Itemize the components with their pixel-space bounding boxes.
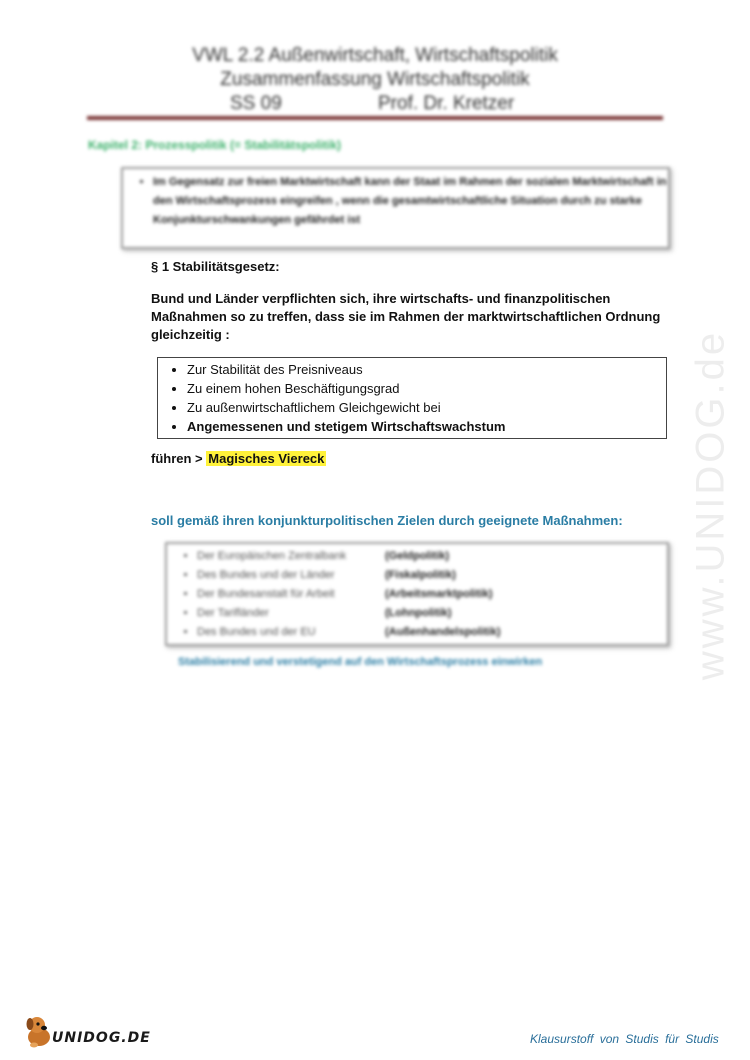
intro-box bbox=[121, 167, 670, 249]
measure-item bbox=[197, 585, 667, 604]
result-line bbox=[151, 451, 326, 466]
measure-policy: (Lohnpolitik) bbox=[385, 607, 452, 619]
result-prefix: führen > bbox=[151, 451, 203, 466]
law-text: Bund und Länder verpflichten sich, ihre wirtschafts- und finanzpolitischen Maßnahmen so zu treffen, dass sie im Rahmen der marktwirtschaftlichen Ordnung gleichzeitig : bbox=[151, 291, 661, 342]
intro-text: • Im Gegensatz zur freien Marktwirtschaft kann der Staat im Rahmen der sozialen Marktwirtschaft in den Wirtschaftsprozess eingreifen , wenn die gesamtwirtschaftliche Situation durch zu starke Konjunkturschwankungen gefährdet ist bbox=[153, 173, 668, 230]
dog-icon bbox=[22, 1013, 56, 1049]
measures-outro: Stabilisierend und verstetigend auf den Wirtschaftsprozess einwirken bbox=[178, 656, 543, 668]
measure-policy: (Geldpolitik) bbox=[385, 550, 450, 562]
header-line3 bbox=[90, 92, 660, 116]
measure-actor: Der Tarifländer bbox=[197, 607, 269, 619]
footer-tagline: Klausurstoff von Studis für Studis bbox=[530, 1032, 719, 1046]
measures-box bbox=[165, 542, 669, 646]
document-header bbox=[90, 44, 660, 116]
goal-item: • Angemessenen und stetigem Wirtschaftswachstum bbox=[187, 417, 666, 436]
measure-actor: Des Bundes und der EU bbox=[197, 626, 316, 638]
goal-item: • Zu außenwirtschaftlichem Gleichgewicht bei bbox=[187, 398, 666, 417]
goal-item: • Zu einem hohen Beschäftigungsgrad bbox=[187, 379, 666, 398]
chapter-heading: Kapitel 2: Prozesspolitik (= Stabilitätspolitik) bbox=[88, 138, 342, 152]
measure-policy: (Arbeitsmarktpolitik) bbox=[385, 588, 493, 600]
measures-intro: soll gemäß ihren konjunkturpolitischen Zielen durch geeignete Maßnahmen: bbox=[151, 513, 623, 528]
header-title-line1: VWL 2.2 Außenwirtschaft, Wirtschaftspolitik bbox=[192, 45, 558, 66]
header-semester: SS 09 bbox=[230, 93, 282, 114]
measure-item bbox=[197, 604, 667, 623]
goals-box bbox=[157, 357, 667, 439]
measure-item bbox=[197, 566, 667, 585]
measure-item bbox=[197, 547, 667, 566]
header-title-line2: Zusammenfassung Wirtschaftspolitik bbox=[220, 69, 530, 90]
measure-actor: Des Bundes und der Länder bbox=[197, 569, 335, 581]
law-title: § 1 Stabilitätsgesetz: bbox=[151, 259, 280, 274]
measure-actor: Der Europäischen Zentralbank bbox=[197, 550, 347, 562]
magic-square-highlight: Magisches Viereck bbox=[208, 451, 325, 466]
header-rule bbox=[87, 116, 663, 120]
measure-policy: (Außenhandelspolitik) bbox=[385, 626, 501, 638]
measure-item bbox=[197, 623, 667, 642]
measure-policy: (Fiskalpolitik) bbox=[385, 569, 456, 581]
goal-item: • Zur Stabilität des Preisniveaus bbox=[187, 360, 666, 379]
logo-text: UNIDOG.DE bbox=[52, 1030, 151, 1046]
measure-actor: Der Bundesanstalt für Arbeit bbox=[197, 588, 335, 600]
watermark: www.UNIDOG.de bbox=[688, 329, 733, 681]
footer-logo[interactable] bbox=[22, 1013, 162, 1049]
header-professor: Prof. Dr. Kretzer bbox=[378, 93, 515, 114]
